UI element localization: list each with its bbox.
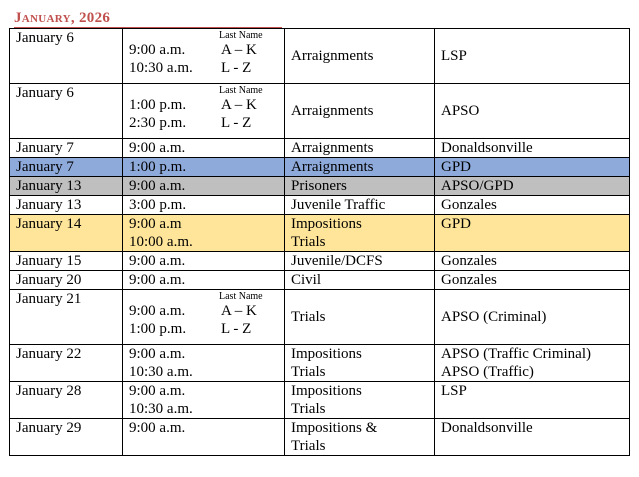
type-text: Arraignments <box>291 140 374 156</box>
name-range: L - Z <box>221 321 252 337</box>
type-text: Juvenile/DCFS <box>291 253 383 269</box>
location-text: APSO/GPD <box>441 178 514 194</box>
name-range: A – K <box>221 303 257 319</box>
type-cell <box>285 29 435 84</box>
type-text: Prisoners <box>291 178 347 194</box>
type-text: Impositions <box>291 383 362 399</box>
date-cell <box>10 139 123 158</box>
date-cell <box>10 196 123 215</box>
time-cell <box>123 290 285 345</box>
time-cell <box>123 158 285 177</box>
table-row <box>10 271 630 290</box>
range-list <box>221 96 257 132</box>
range-list <box>221 302 257 338</box>
time-list <box>129 302 186 338</box>
location-text: GPD <box>441 159 472 175</box>
time-cell <box>123 177 285 196</box>
date-text: January 6 <box>16 30 74 46</box>
type-text: Trials <box>291 364 326 380</box>
date-cell <box>10 215 123 252</box>
table-row <box>10 158 630 177</box>
time-cell <box>123 196 285 215</box>
time-list <box>129 96 186 132</box>
location-text: LSP <box>441 48 467 64</box>
last-name-header: Last Name <box>219 30 263 41</box>
type-text: Juvenile Traffic <box>291 197 386 213</box>
location-text: Gonzales <box>441 272 497 288</box>
type-text: Impositions & <box>291 420 378 436</box>
location-cell <box>435 290 630 345</box>
type-text: Civil <box>291 272 322 288</box>
table-row <box>10 29 630 84</box>
table-row <box>10 382 630 419</box>
type-text: Arraignments <box>291 159 374 175</box>
location-cell <box>435 271 630 290</box>
time-text: 10:30 a.m. <box>129 364 193 380</box>
location-text: Donaldsonville <box>441 420 533 436</box>
time-block <box>129 84 284 138</box>
date-cell <box>10 177 123 196</box>
type-text: Impositions <box>291 216 362 232</box>
time-text: 9:00 a.m. <box>129 42 186 58</box>
location-text: GPD <box>441 216 472 232</box>
time-text: 3:00 p.m. <box>129 197 187 213</box>
name-range: A – K <box>221 42 257 58</box>
table-row <box>10 252 630 271</box>
schedule-table <box>9 28 630 456</box>
time-block <box>129 29 284 83</box>
location-wrap <box>441 29 629 83</box>
table-row <box>10 196 630 215</box>
table-row <box>10 139 630 158</box>
type-cell <box>285 215 435 252</box>
type-text: Trials <box>291 438 326 454</box>
location-cell <box>435 345 630 382</box>
location-text: APSO (Traffic) <box>441 364 534 380</box>
date-cell <box>10 419 123 456</box>
type-cell <box>285 177 435 196</box>
time-text: 9:00 a.m. <box>129 420 186 436</box>
date-cell <box>10 252 123 271</box>
type-cell <box>285 419 435 456</box>
date-cell <box>10 84 123 139</box>
last-name-header: Last Name <box>219 291 263 302</box>
location-text: APSO <box>441 103 480 119</box>
location-cell <box>435 215 630 252</box>
date-text: January 7 <box>16 140 74 156</box>
type-cell <box>285 290 435 345</box>
type-text: Trials <box>291 401 326 417</box>
time-text: 10:00 a.m. <box>129 234 193 250</box>
time-text: 9:00 a.m. <box>129 303 186 319</box>
time-text: 9:00 a.m. <box>129 140 186 156</box>
location-cell <box>435 139 630 158</box>
table-row <box>10 215 630 252</box>
location-text: APSO (Criminal) <box>441 309 547 325</box>
time-list <box>129 41 193 77</box>
type-cell <box>285 252 435 271</box>
location-cell <box>435 419 630 456</box>
date-text: January 28 <box>16 383 82 399</box>
time-text: 1:00 p.m. <box>129 321 187 337</box>
time-text: 1:00 p.m. <box>129 97 187 113</box>
date-text: January 7 <box>16 159 74 175</box>
type-text: Trials <box>291 309 326 325</box>
type-text: Trials <box>291 234 326 250</box>
time-text: 10:30 a.m. <box>129 401 193 417</box>
time-cell <box>123 29 285 84</box>
time-block <box>129 290 284 344</box>
table-row <box>10 84 630 139</box>
date-cell <box>10 345 123 382</box>
date-text: January 20 <box>16 272 82 288</box>
date-text: January 13 <box>16 197 82 213</box>
type-text: Impositions <box>291 346 362 362</box>
date-cell <box>10 290 123 345</box>
date-text: January 13 <box>16 178 82 194</box>
date-cell <box>10 29 123 84</box>
type-wrap <box>291 84 434 138</box>
time-text: 9:00 a.m. <box>129 383 186 399</box>
type-wrap <box>291 29 434 83</box>
table-row <box>10 419 630 456</box>
table-row <box>10 177 630 196</box>
time-cell <box>123 84 285 139</box>
time-cell <box>123 215 285 252</box>
location-cell <box>435 29 630 84</box>
time-text: 9:00 a.m. <box>129 253 186 269</box>
location-text: Gonzales <box>441 197 497 213</box>
date-cell <box>10 271 123 290</box>
type-text: Arraignments <box>291 48 374 64</box>
location-cell <box>435 158 630 177</box>
location-text: Donaldsonville <box>441 140 533 156</box>
type-cell <box>285 345 435 382</box>
time-text: 2:30 p.m. <box>129 115 187 131</box>
table-row <box>10 345 630 382</box>
name-range: L - Z <box>221 60 252 76</box>
date-text: January 29 <box>16 420 82 436</box>
location-wrap <box>441 84 629 138</box>
type-cell <box>285 196 435 215</box>
date-text: January 15 <box>16 253 82 269</box>
name-range: A – K <box>221 97 257 113</box>
date-text: January 21 <box>16 291 82 307</box>
location-cell <box>435 382 630 419</box>
type-wrap <box>291 290 434 344</box>
type-text: Arraignments <box>291 103 374 119</box>
type-cell <box>285 139 435 158</box>
date-text: January 22 <box>16 346 82 362</box>
location-cell <box>435 84 630 139</box>
time-text: 9:00 a.m. <box>129 272 186 288</box>
time-text: 10:30 a.m. <box>129 60 193 76</box>
time-cell <box>123 252 285 271</box>
time-cell <box>123 345 285 382</box>
location-text: LSP <box>441 383 467 399</box>
time-text: 9:00 a.m <box>129 216 182 232</box>
schedule-body <box>10 29 630 456</box>
location-text: Gonzales <box>441 253 497 269</box>
time-text: 1:00 p.m. <box>129 159 187 175</box>
location-cell <box>435 196 630 215</box>
time-cell <box>123 139 285 158</box>
name-range: L - Z <box>221 115 252 131</box>
time-text: 9:00 a.m. <box>129 178 186 194</box>
time-cell <box>123 382 285 419</box>
location-text: APSO (Traffic Criminal) <box>441 346 591 362</box>
type-cell <box>285 158 435 177</box>
time-cell <box>123 271 285 290</box>
last-name-header: Last Name <box>219 85 263 96</box>
time-cell <box>123 419 285 456</box>
location-cell <box>435 252 630 271</box>
location-cell <box>435 177 630 196</box>
date-cell <box>10 158 123 177</box>
location-wrap <box>441 290 629 344</box>
type-cell <box>285 271 435 290</box>
type-cell <box>285 84 435 139</box>
date-cell <box>10 382 123 419</box>
table-row <box>10 290 630 345</box>
range-list <box>221 41 257 77</box>
type-cell <box>285 382 435 419</box>
page-title: January, 2026 <box>14 10 111 26</box>
time-text: 9:00 a.m. <box>129 346 186 362</box>
date-text: January 6 <box>16 85 74 101</box>
date-text: January 14 <box>16 216 82 232</box>
